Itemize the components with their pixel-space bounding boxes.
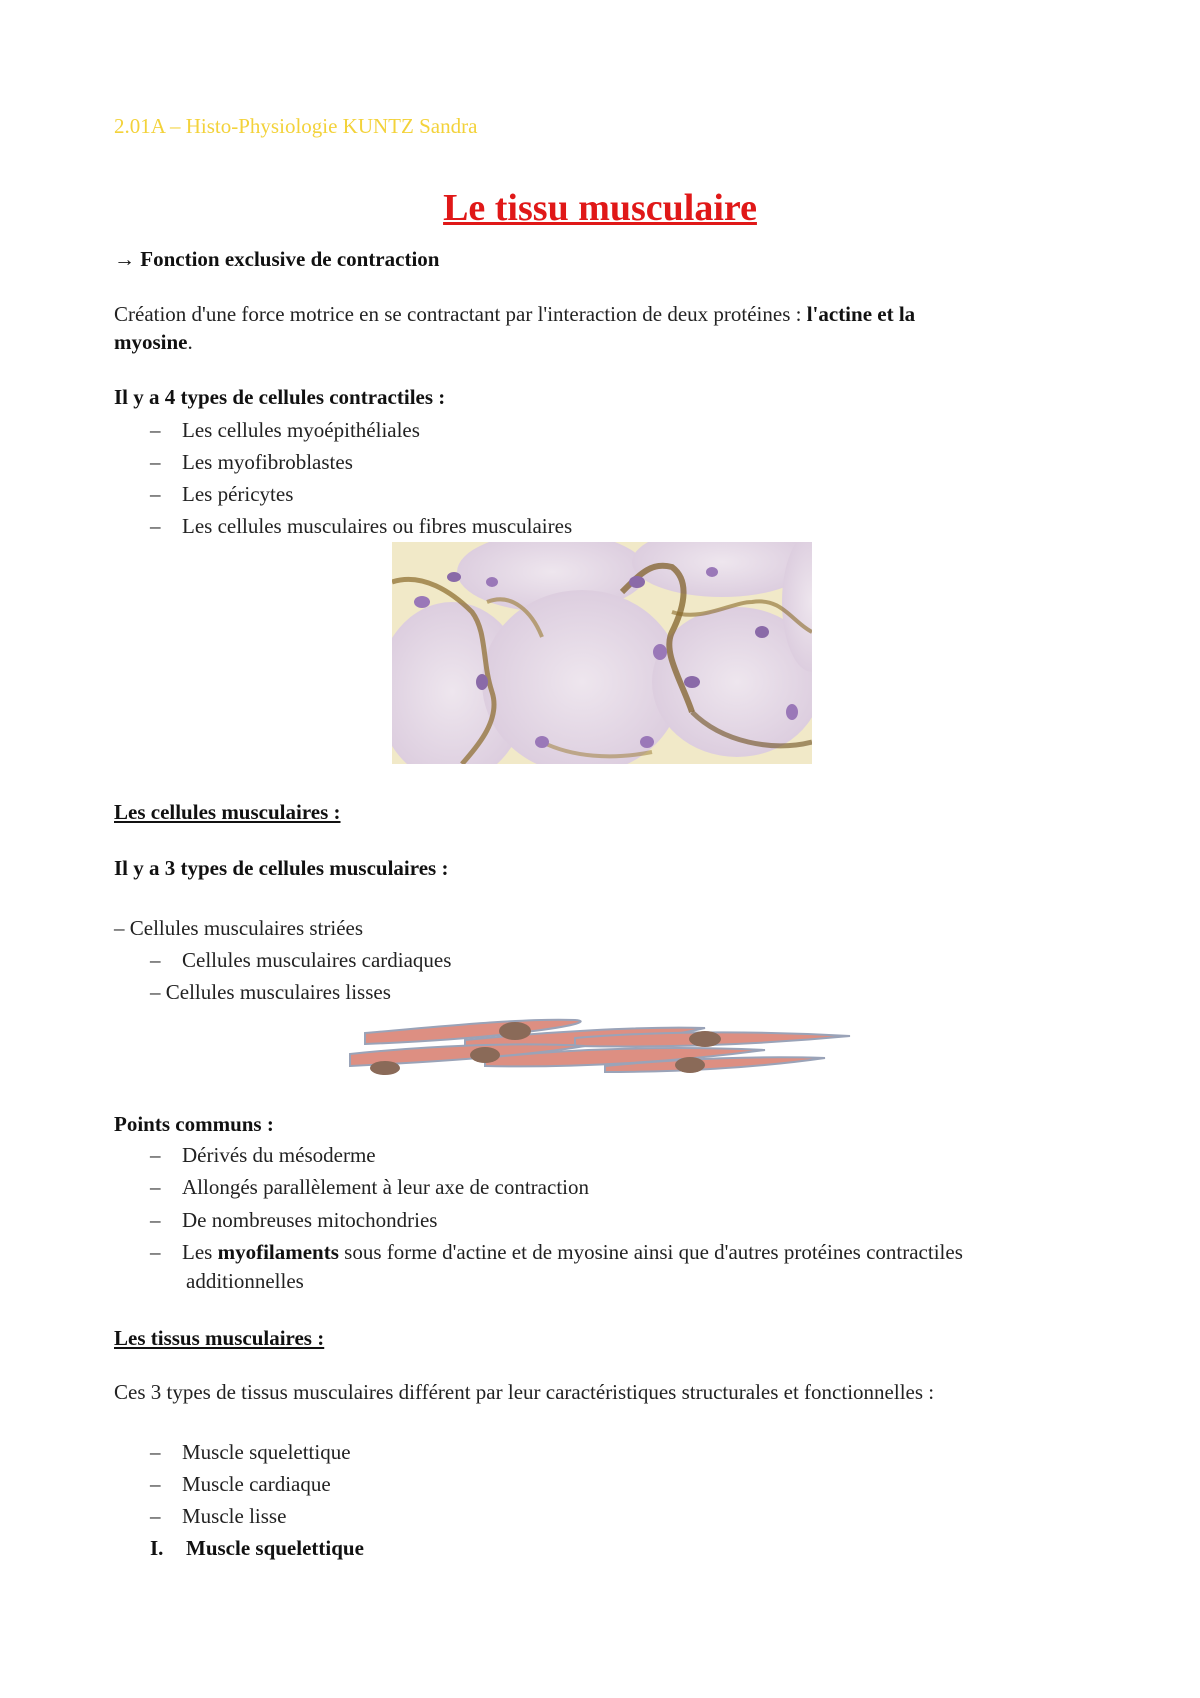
function-line: → Fonction exclusive de contraction [114,247,440,271]
tissues-heading: Les tissus musculaires : [114,1326,325,1350]
creation-end: . [187,330,193,354]
list-item: – Muscle lisse [150,1504,287,1528]
common-heading: Points communs : [114,1112,274,1136]
list-item: – Muscle squelettique [150,1440,351,1464]
tissues-intro: Ces 3 types de tissus musculaires différent par leur caractéristiques structurales et fonctionnelles : [114,1380,935,1404]
contractile-heading: Il y a 4 types de cellules contractiles : [114,385,446,409]
list-item: – Cellules musculaires striées [114,916,364,940]
creation-paragraph [114,302,915,327]
list-item-continuation: additionnelles [186,1269,304,1293]
creation-text: Création d'une force motrice en se contractant par l'interaction de deux protéines : [114,302,807,326]
list-item: – Les cellules musculaires ou fibres musculaires [150,514,573,538]
section-heading-muscle-squelettique: I. Muscle squelettique [150,1536,364,1560]
creation-bold-2: myosine [114,330,188,354]
page-title: Le tissu musculaire [443,187,757,229]
list-item: – Les péricytes [150,482,294,506]
course-header: 2.01A – Histo-Physiologie KUNTZ Sandra [114,114,478,138]
list-item: – Allongés parallèlement à leur axe de contraction [150,1175,589,1199]
creation-paragraph-line2 [114,330,193,355]
creation-bold-1: l'actine et la [806,302,916,326]
list-item: – Dérivés du mésoderme [150,1143,376,1167]
list-item: – De nombreuses mitochondries [150,1208,438,1232]
list-item: – Cellules musculaires lisses [150,980,391,1004]
cells-subheading: Il y a 3 types de cellules musculaires : [114,856,449,880]
cells-heading: Les cellules musculaires : [114,800,341,824]
list-item: – Les myofilaments sous forme d'actine et de myosine ainsi que d'autres protéines contractiles [150,1240,963,1264]
list-item: – Cellules musculaires cardiaques [150,948,452,972]
histology-micrograph [392,542,812,764]
list-item: – Les cellules myoépithéliales [150,418,420,442]
list-item: – Les myofibroblastes [150,450,353,474]
smooth-muscle-cells-illustration [345,1008,855,1078]
list-item: – Muscle cardiaque [150,1472,331,1496]
